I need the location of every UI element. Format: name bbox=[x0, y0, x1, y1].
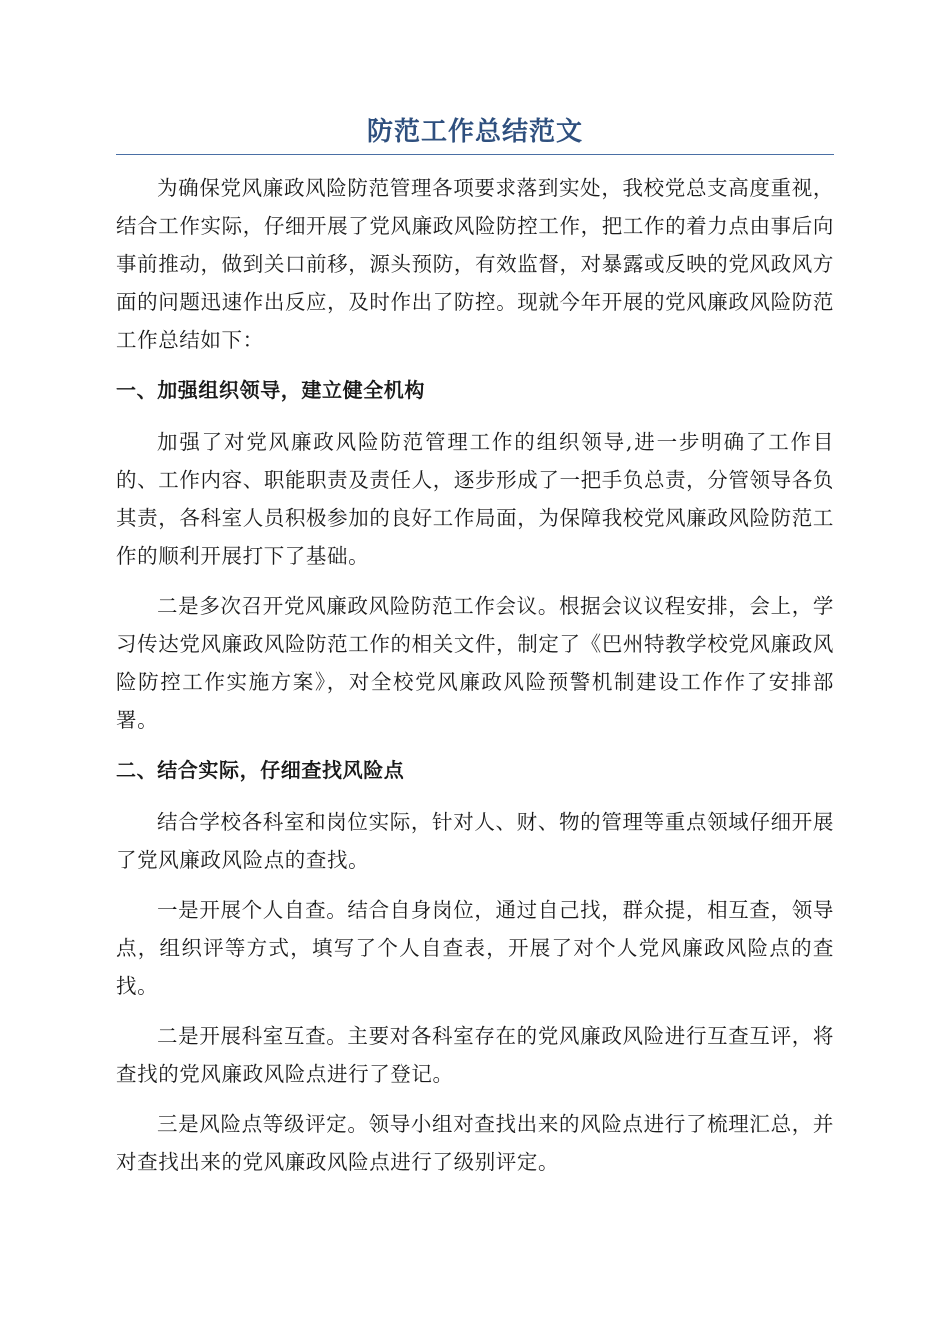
section-1-paragraph-1: 加强了对党风廉政风险防范管理工作的组织领导,进一步明确了工作目的、工作内容、职能职责及责任人，逐步形成了一把手负总责，分管领导各负其责，各科室人员积极参加的良好工作局面，为保障我校党风廉政风险防范工作的顺利开展打下了基础。 bbox=[116, 430, 834, 568]
section-2-paragraph-2: 一是开展个人自查。结合自身岗位，通过自己找，群众提，相互查，领导点，组织评等方式，填写了个人自查表，开展了对个人党风廉政风险点的查找。 bbox=[116, 898, 834, 998]
section-1-paragraph-2: 二是多次召开党风廉政风险防范工作会议。根据会议议程安排，会上，学习传达党风廉政风险防范工作的相关文件，制定了《巴州特教学校党风廉政风险防控工作实施方案》，对全校党风廉政风险预警机制建设工作作了安排部署。 bbox=[116, 594, 834, 732]
title-underline bbox=[116, 154, 834, 155]
section-2-paragraph-3: 二是开展科室互查。主要对各科室存在的党风廉政风险进行互查互评，将查找的党风廉政风险点进行了登记。 bbox=[116, 1024, 834, 1086]
section-1-heading: 一、加强组织领导，建立健全机构 bbox=[116, 378, 425, 402]
section-2-paragraph-1: 结合学校各科室和岗位实际，针对人、财、物的管理等重点领域仔细开展了党风廉政风险点的查找。 bbox=[116, 810, 834, 872]
section-2-heading: 二、结合实际，仔细查找风险点 bbox=[116, 758, 405, 782]
section-2-paragraph-4: 三是风险点等级评定。领导小组对查找出来的风险点进行了梳理汇总，并对查找出来的党风廉政风险点进行了级别评定。 bbox=[116, 1112, 834, 1174]
document-page bbox=[116, 112, 834, 1193]
intro-paragraph: 为确保党风廉政风险防范管理各项要求落到实处，我校党总支高度重视，结合工作实际，仔细开展了党风廉政风险防控工作，把工作的着力点由事后向事前推动，做到关口前移，源头预防，有效监督，对暴露或反映的党风政风方面的问题迅速作出反应，及时作出了防控。现就今年开展的党风廉政风险防范工作总结如下： bbox=[116, 176, 834, 352]
document-title: 防范工作总结范文 bbox=[366, 117, 583, 147]
